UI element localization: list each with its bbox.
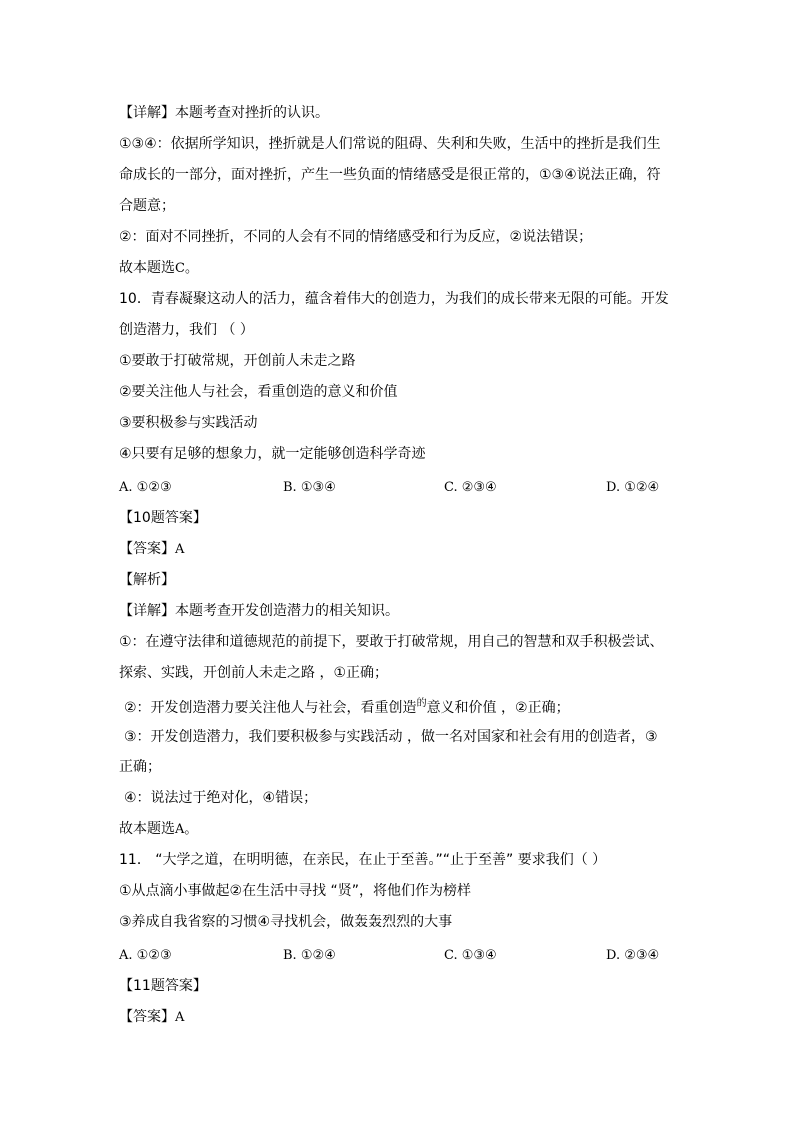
- explanation-line: ①③④：依据所学知识，挫折就是人们常说的阻碍、失利和失败，生活中的挫折是我们生: [119, 136, 661, 152]
- answer-line: 【答案】A: [119, 1009, 185, 1025]
- answer-line: 【答案】A: [119, 541, 185, 557]
- option-b: B. ①②④: [283, 948, 336, 963]
- explanation-line: ②：面对不同挫折，不同的人会有不同的情绪感受和行为反应，②说法错误；: [119, 229, 593, 245]
- explanation-line: ③：开发创造潜力，我们要积极参与实践活动 ，做一名对国家和社会有用的创造者，③: [124, 729, 658, 745]
- question-11-statement: ③养成自我省察的习惯④寻找机会，做轰轰烈烈的大事: [119, 914, 453, 930]
- explanation-line: 正确；: [119, 759, 161, 775]
- option-d: D. ②③④: [606, 948, 660, 963]
- conclusion-line: 故本题选C。: [119, 260, 198, 276]
- question-10-statement: ③要积极参与实践活动: [119, 415, 258, 431]
- question-10-statement: ②要关注他人与社会，看重创造的意义和价值: [119, 384, 398, 400]
- option-c: C. ②③④: [444, 480, 497, 495]
- analysis-heading: 【解析】: [119, 572, 175, 588]
- explanation-line: 探索、实践，开创前人未走之路 ，①正确；: [119, 665, 388, 681]
- question-10-statement: ④只要有足够的想象力，就一定能够创造科学奇迹: [119, 446, 426, 462]
- conclusion-line: 故本题选A。: [119, 821, 198, 837]
- explanation-line: ④：说法过于绝对化，④错误；: [124, 790, 318, 806]
- answer-heading: 【10题答案】: [119, 510, 207, 526]
- question-10-statement: ①要敢于打破常规，开创前人未走之路: [119, 353, 356, 369]
- option-c: C. ①③④: [444, 948, 497, 963]
- explanation-line: 合题意；: [119, 198, 175, 214]
- answer-heading: 【11题答案】: [119, 978, 207, 994]
- question-11-statement: ①从点滴小事做起②在生活中寻找 “贤”，将他们作为榜样: [119, 883, 472, 899]
- option-a: A. ①②③: [119, 948, 172, 963]
- option-a: A. ①②③: [119, 480, 172, 495]
- explanation-line: 【详解】本题考查开发创造潜力的相关知识。: [119, 603, 399, 619]
- explanation-line: 【详解】本题考查对挫折的认识。: [119, 105, 329, 121]
- explanation-line: ①：在遵守法律和道德规范的前提下，要敢于打破常规，用自己的智慧和双手积极尝试、: [119, 634, 664, 650]
- explanation-line: ②：开发创造潜力要关注他人与社会，看重创造$^的$意义和价值 ，②正确；: [124, 698, 570, 716]
- explanation-line: 命成长的一部分，面对挫折，产生一些负面的情绪感受是很正常的，①③④说法正确，符: [119, 167, 661, 183]
- option-d: D. ①②④: [606, 480, 660, 495]
- question-10-stem: 创造潜力，我们 （ ）: [119, 322, 254, 338]
- question-11-stem: 11． “大学之道，在明明德，在亲民，在止于至善。”“止于至善” 要求我们（ ）: [119, 852, 607, 868]
- option-b: B. ①③④: [283, 480, 336, 495]
- question-10-stem: 10．青春凝聚这动人的活力，蕴含着伟大的创造力，为我们的成长带来无限的可能。开发: [119, 291, 669, 307]
